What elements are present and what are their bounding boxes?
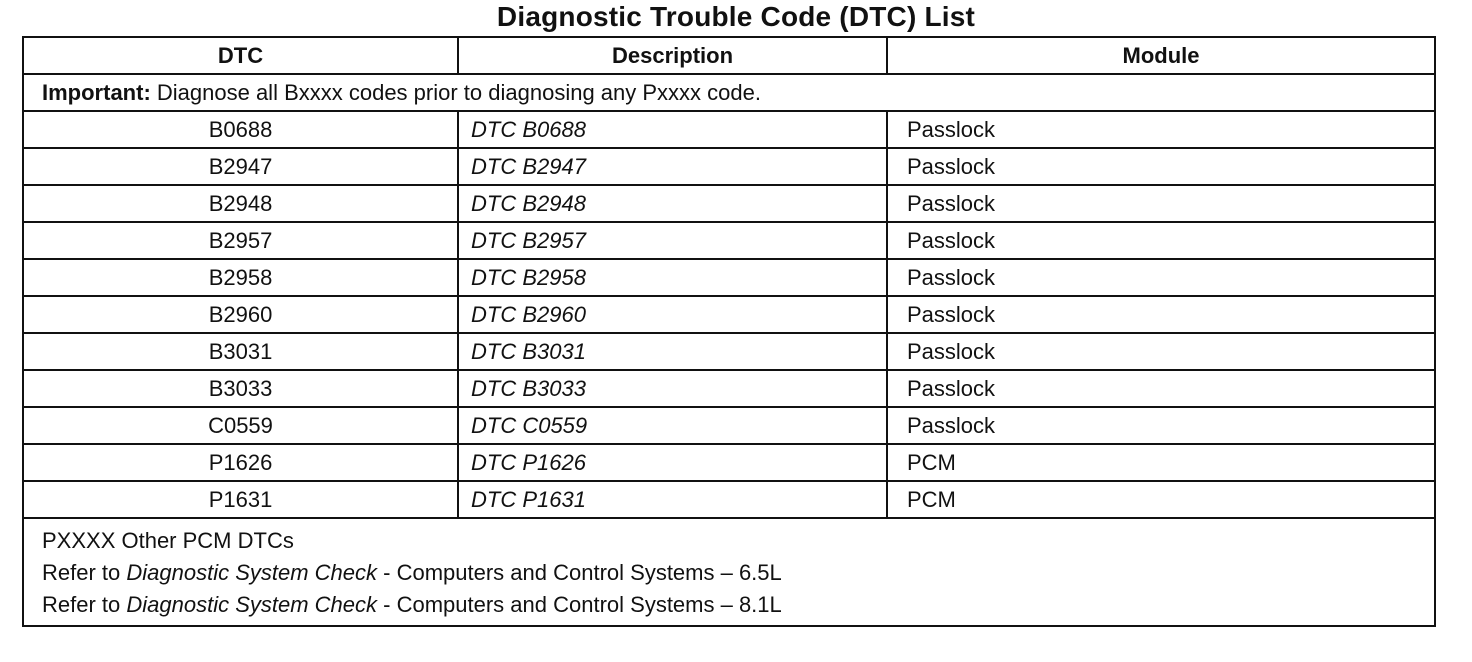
- dtc-description-link[interactable]: DTC B0688: [458, 111, 887, 148]
- dtc-module: Passlock: [887, 296, 1435, 333]
- column-header-description: Description: [458, 37, 887, 74]
- footer-reference-8-1l: [42, 589, 1434, 621]
- dtc-code: B3033: [23, 370, 458, 407]
- dtc-module: Passlock: [887, 259, 1435, 296]
- dtc-description-link[interactable]: DTC P1626: [458, 444, 887, 481]
- dtc-module: PCM: [887, 481, 1435, 518]
- column-header-dtc: DTC: [23, 37, 458, 74]
- footer-heading: PXXXX Other PCM DTCs: [42, 528, 294, 553]
- dtc-module: Passlock: [887, 148, 1435, 185]
- dtc-code: B2947: [23, 148, 458, 185]
- important-note-row: [23, 74, 1435, 111]
- dtc-code: B2948: [23, 185, 458, 222]
- dtc-description-link[interactable]: DTC B3033: [458, 370, 887, 407]
- dtc-module: Passlock: [887, 333, 1435, 370]
- column-header-module: Module: [887, 37, 1435, 74]
- reference-suffix: - Computers and Control Systems – 8.1L: [377, 592, 782, 617]
- dtc-code: B2960: [23, 296, 458, 333]
- footer-reference-6-5l: [42, 557, 1434, 589]
- table-row: [23, 148, 1435, 185]
- dtc-module: PCM: [887, 444, 1435, 481]
- diagnostic-system-check-link[interactable]: Diagnostic System Check: [126, 592, 378, 617]
- dtc-description-link[interactable]: DTC B2947: [458, 148, 887, 185]
- table-row: [23, 111, 1435, 148]
- dtc-code: B2957: [23, 222, 458, 259]
- footer-row: [23, 518, 1435, 626]
- dtc-code: B3031: [23, 333, 458, 370]
- table-row: [23, 259, 1435, 296]
- dtc-description-link[interactable]: DTC B2957: [458, 222, 887, 259]
- dtc-code: P1626: [23, 444, 458, 481]
- dtc-description-link[interactable]: DTC P1631: [458, 481, 887, 518]
- dtc-code: B0688: [23, 111, 458, 148]
- page-title: Diagnostic Trouble Code (DTC) List: [496, 1, 976, 32]
- footer-notes: [23, 518, 1435, 626]
- table-row: [23, 296, 1435, 333]
- important-text: Diagnose all Bxxxx codes prior to diagnosing any Pxxxx code.: [150, 80, 761, 105]
- dtc-code: B2958: [23, 259, 458, 296]
- table-row: [23, 333, 1435, 370]
- table-row: [23, 481, 1435, 518]
- dtc-module: Passlock: [887, 407, 1435, 444]
- dtc-module: Passlock: [887, 370, 1435, 407]
- reference-prefix: Refer to: [42, 560, 127, 585]
- reference-prefix: Refer to: [42, 592, 127, 617]
- dtc-description-link[interactable]: DTC B2958: [458, 259, 887, 296]
- table-row: [23, 222, 1435, 259]
- dtc-module: Passlock: [887, 185, 1435, 222]
- dtc-table: [22, 36, 1436, 627]
- table-row: [23, 370, 1435, 407]
- dtc-description-link[interactable]: DTC B2948: [458, 185, 887, 222]
- dtc-description-link[interactable]: DTC B2960: [458, 296, 887, 333]
- diagnostic-system-check-link[interactable]: Diagnostic System Check: [126, 560, 378, 585]
- dtc-description-link[interactable]: DTC C0559: [458, 407, 887, 444]
- table-row: [23, 185, 1435, 222]
- dtc-module: Passlock: [887, 111, 1435, 148]
- table-header-row: [23, 37, 1435, 74]
- dtc-code: P1631: [23, 481, 458, 518]
- table-row: [23, 444, 1435, 481]
- table-row: [23, 407, 1435, 444]
- dtc-code: C0559: [23, 407, 458, 444]
- reference-suffix: - Computers and Control Systems – 6.5L: [377, 560, 782, 585]
- important-label: Important:: [42, 80, 151, 105]
- dtc-module: Passlock: [887, 222, 1435, 259]
- important-note: [23, 74, 1435, 111]
- dtc-description-link[interactable]: DTC B3031: [458, 333, 887, 370]
